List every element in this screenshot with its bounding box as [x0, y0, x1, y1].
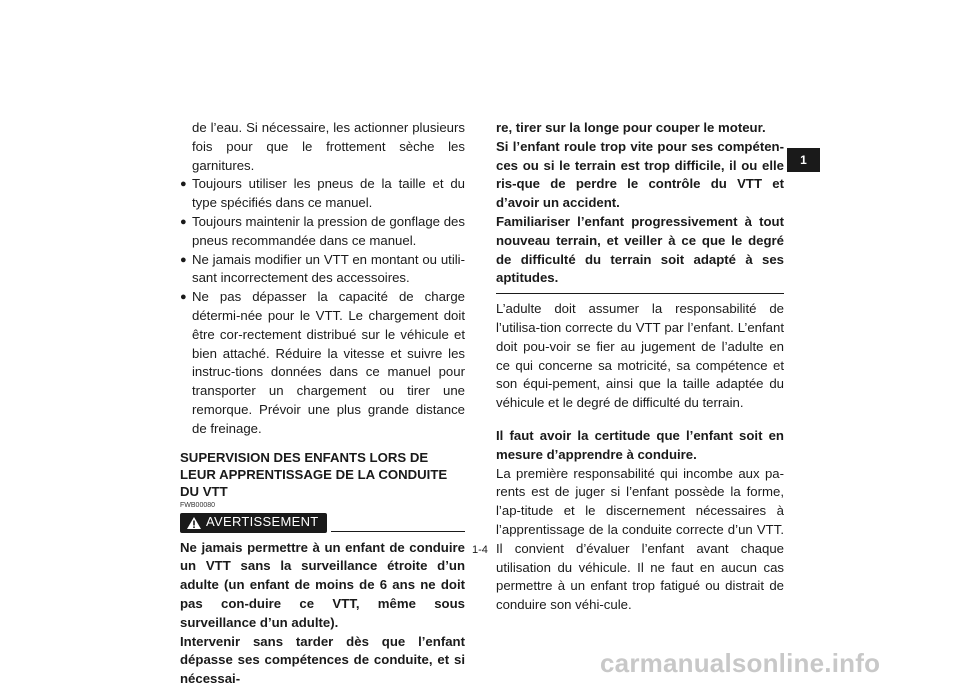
warning-triangle-icon	[186, 516, 202, 530]
subheading: Il faut avoir la certitude que l’enfant soit en mesure d’apprendre à conduire.	[496, 427, 784, 462]
chapter-tab: 1	[787, 148, 820, 172]
watermark: carmanualsonline.info	[600, 648, 881, 678]
right-column	[496, 119, 784, 615]
bullet-list	[180, 175, 465, 438]
warning-text-3: re, tirer sur la longe pour couper le moteur.	[496, 120, 766, 135]
continuation-text: de l’eau. Si nécessaire, les actionner plusieurs fois pour que le frottement sèche les garnitures.	[192, 120, 465, 173]
page-number: 1-4	[472, 544, 488, 556]
warning-text-4: Si l’enfant roule trop vite pour ses compéten-ces ou si le terrain est trop difficile, il ou elle ris-que de perdre le contrôle du VTT et d’avoir un accident.	[496, 138, 784, 211]
body-paragraph: La première responsabilité qui incombe aux pa-rents est de juger si l’enfant possède la forme, l’ap-titude et le discernement nécessaires à l’apprentissage de la conduite correcte d’un VTT. Il convient d’évaluer l’enfant avant chaque utilisation du véhicule. Il ne faut en aucun cas permettre à un enfant trop fatigué ou distrait de conduire son véhi-cule.	[496, 465, 784, 613]
bullet-item: ● Toujours utiliser les pneus de la taille et du type spécifiés dans ce manuel.	[180, 175, 465, 213]
warning-label: AVERTISSEMENT	[206, 514, 319, 530]
body-paragraph: L’adulte doit assumer la responsabilité de l’utilisa-tion correcte du VTT par l’enfant. L’enfant doit pou-voir se fier au jugement de l’adulte en ce qui concerne sa motricité, sa compétence et son équi-pement, ainsi que la taille adaptée du véhicule et le degré de difficulté du terrain.	[496, 301, 784, 411]
warning-badge	[180, 513, 327, 533]
warning-end-rule	[496, 293, 784, 294]
section-heading: SUPERVISION DES ENFANTS LORS DE LEUR APPRENTISSAGE DE LA CONDUITE DU VTT	[180, 449, 448, 499]
bullet-item: ● Ne jamais modifier un VTT en montant ou utili-sant incorrectement des accessoires.	[180, 251, 465, 289]
warning-text-2: Intervenir sans tarder dès que l’enfant dépasse ses compétences de conduite, et si nécessai-	[180, 633, 465, 687]
left-column	[180, 119, 465, 689]
warning-underline	[331, 531, 466, 532]
warning-header	[180, 511, 465, 533]
warning-text-1: Ne jamais permettre à un enfant de conduire un VTT sans la surveillance étroite d’un adulte (un enfant de moins de 6 ans ne doit pas con-duire ce VTT, même sous surveillance d’un adulte).	[180, 539, 465, 630]
warning-text-5: Familiariser l’enfant progressivement à tout nouveau terrain, et veiller à ce que le degré de difficulté du terrain soit adapté à ses aptitudes.	[496, 213, 784, 286]
bullet-item: ● Ne pas dépasser la capacité de charge détermi-née pour le VTT. Le chargement doit être cor-rectement distribué sur le véhicule et bien attaché. Réduire la vitesse et suivre les instruc-tions données dans ce manuel pour transporter un chargement ou tirer une remorque. Prévoir une plus grande distance de freinage.	[180, 288, 465, 438]
reference-code: FWB00080	[180, 501, 216, 509]
bullet-item: ● Toujours maintenir la pression de gonflage des pneus recommandée dans ce manuel.	[180, 213, 465, 251]
